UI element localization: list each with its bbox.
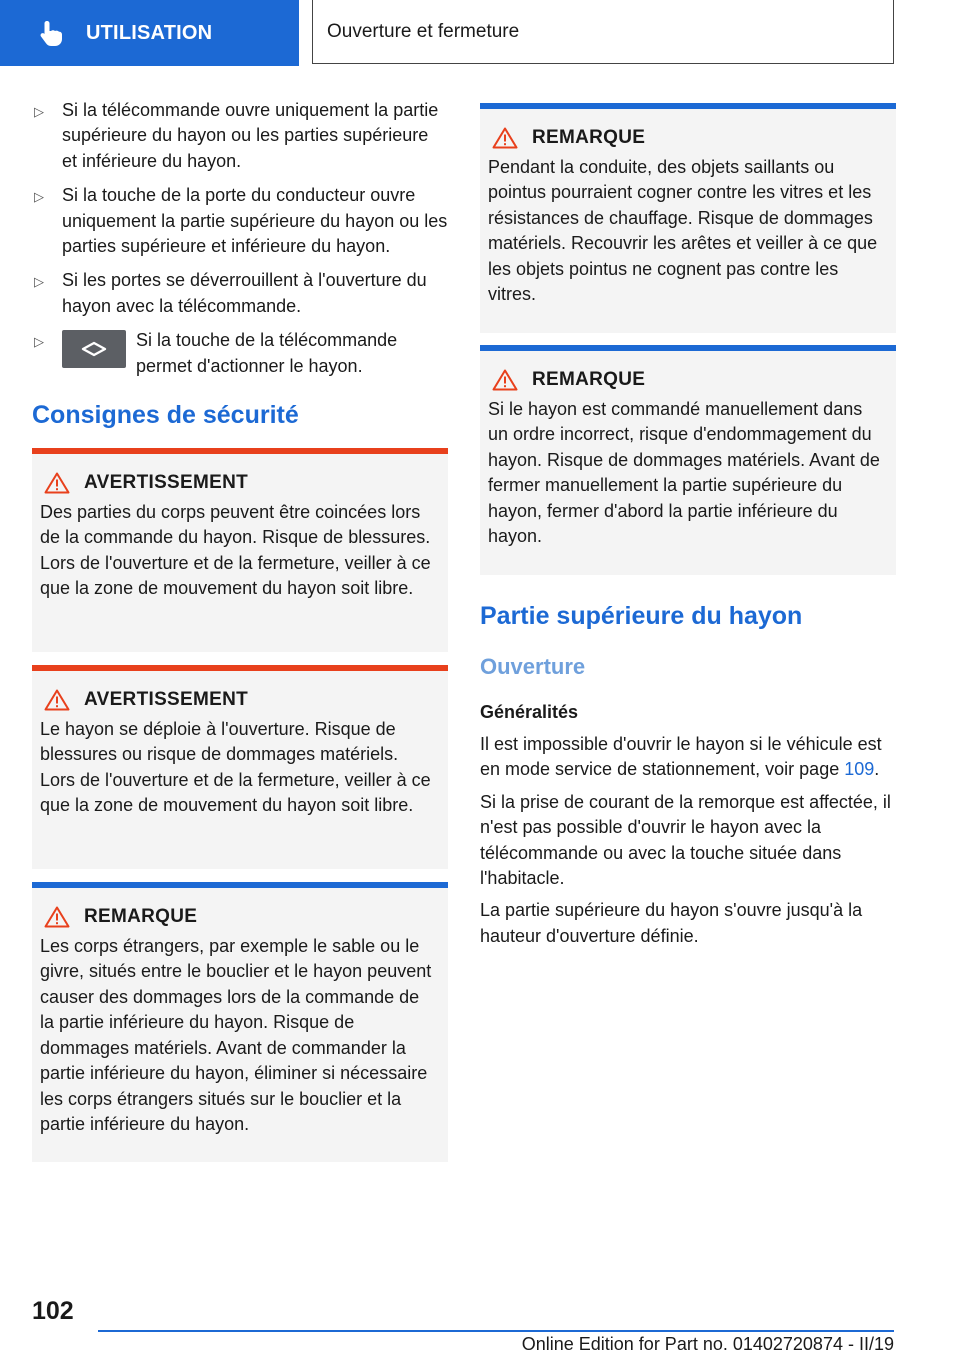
note-box [480, 103, 896, 333]
warning-triangle-icon [492, 369, 518, 391]
notice-text: Le hayon se déploie à l'ouverture. Risque de blessures ou risque de dommages matériels. Lors de l'ouverture et de la fermeture, veiller à ce que la zone de mouvement du hayon soit libre. [40, 719, 431, 816]
list-item-text: Si les portes se déverrouillent à l'ouverture du hayon avec la télécommande. [62, 270, 427, 316]
paragraph: La partie supérieure du hayon s'ouvre jusqu'à la hauteur d'ouverture définie. [480, 900, 863, 946]
notice-text: Les corps étrangers, par exemple le sable ou le givre, situés entre le bouclier et le hayon peuvent causer des dommages lors de la commande de la partie inférieure du hayon. Risque de dommages matériels. Avant de commander la partie inférieure du hayon, éliminer si nécessaire les corps étrangers situés sur le bouclier et la partie inférieure du hayon. [40, 936, 432, 1134]
notice-title: AVERTISSEMENT [84, 689, 249, 711]
edition-text: Online Edition for Part no. 01402720874 - II/19 [521, 1334, 894, 1354]
tailgate-symbol-icon [79, 341, 109, 357]
list-item-text: Si la télécommande ouvre uniquement la partie supérieure du hayon ou les parties supérieure et inférieure du hayon. [62, 100, 439, 171]
list-item [32, 183, 448, 259]
right-column [480, 103, 896, 949]
chapter-title [312, 0, 894, 64]
notice-title: REMARQUE [532, 127, 646, 148]
triangle-bullet-icon: ▷ [34, 334, 44, 350]
warning-triangle-icon [44, 472, 70, 494]
paragraph-text: . [874, 759, 880, 780]
notice-text: Des parties du corps peuvent être coincées lors de la commande du hayon. Risque de blessures. Lors de l'ouverture et de la fermeture, veiller à ce que la zone de mouvement du hayon soit libre. [40, 502, 431, 599]
paragraph-text: Il est impossible d'ouvrir le hayon si le véhicule est en mode service de stationnement, voir page [480, 734, 882, 780]
list-item-text: Si la touche de la porte du conducteur ouvre uniquement la partie supérieure du hayon ou les parties supérieure et inférieure du hayon. [62, 185, 448, 257]
warning-triangle-icon [44, 689, 70, 711]
list-item [32, 98, 448, 174]
notice-text: Si le hayon est commandé manuellement dans un ordre incorrect, risque d'endommagement du hayon. Risque de dommages matériels. Avant de fermer manuellement la partie supérieure du hayon, fermer d'abord la partie inférieure du hayon. [488, 399, 880, 547]
triangle-bullet-icon: ▷ [34, 104, 44, 119]
page-link[interactable]: 109 [844, 759, 875, 780]
warning-box [32, 665, 448, 869]
paragraph: Si la prise de courant de la remorque est affectée, il n'est pas possible d'ouvrir le hayon avec la télécommande ou avec la touche située dans l'habitacle. [480, 791, 891, 889]
notice-title: REMARQUE [532, 369, 646, 390]
section-tab[interactable] [0, 0, 299, 66]
section-label: UTILISATION [86, 21, 213, 44]
page-number: 102 [32, 1297, 74, 1325]
left-column [32, 98, 448, 1162]
safety-heading: Consignes de sécurité [32, 401, 299, 430]
opening-subheading: Ouverture [480, 654, 586, 679]
tailgate-upper-heading: Partie supérieure du hayon [480, 602, 803, 630]
warning-triangle-icon [44, 906, 70, 928]
general-subsubheading: Généralités [480, 702, 579, 722]
note-box [480, 345, 896, 575]
list-item [32, 268, 448, 319]
triangle-bullet-icon: ▷ [34, 274, 44, 290]
paragraph [480, 732, 896, 783]
notice-title: REMARQUE [84, 906, 198, 928]
bullet-list [32, 98, 448, 379]
notice-text: Pendant la conduite, des objets saillants ou pointus pourraient cogner contre les vitres et les résistances de chauffage. Risque de dommages matériels. Recouvrir les arêtes et veiller à ce que les objets pointus ne cognent pas contre les vitres. [488, 157, 878, 305]
notice-title: AVERTISSEMENT [84, 472, 249, 494]
note-box [32, 882, 448, 1162]
triangle-bullet-icon: ▷ [34, 189, 44, 205]
warning-box [32, 448, 448, 652]
footer-divider [98, 1330, 894, 1332]
list-item-text: Si la touche de la télécommande permet d'actionner le hayon. [136, 330, 398, 376]
warning-triangle-icon [492, 127, 518, 149]
chapter-label: Ouverture et fermeture [327, 20, 520, 42]
hand-pointer-icon [36, 18, 66, 48]
list-item [32, 328, 448, 379]
remote-tailgate-button-icon [62, 330, 126, 368]
